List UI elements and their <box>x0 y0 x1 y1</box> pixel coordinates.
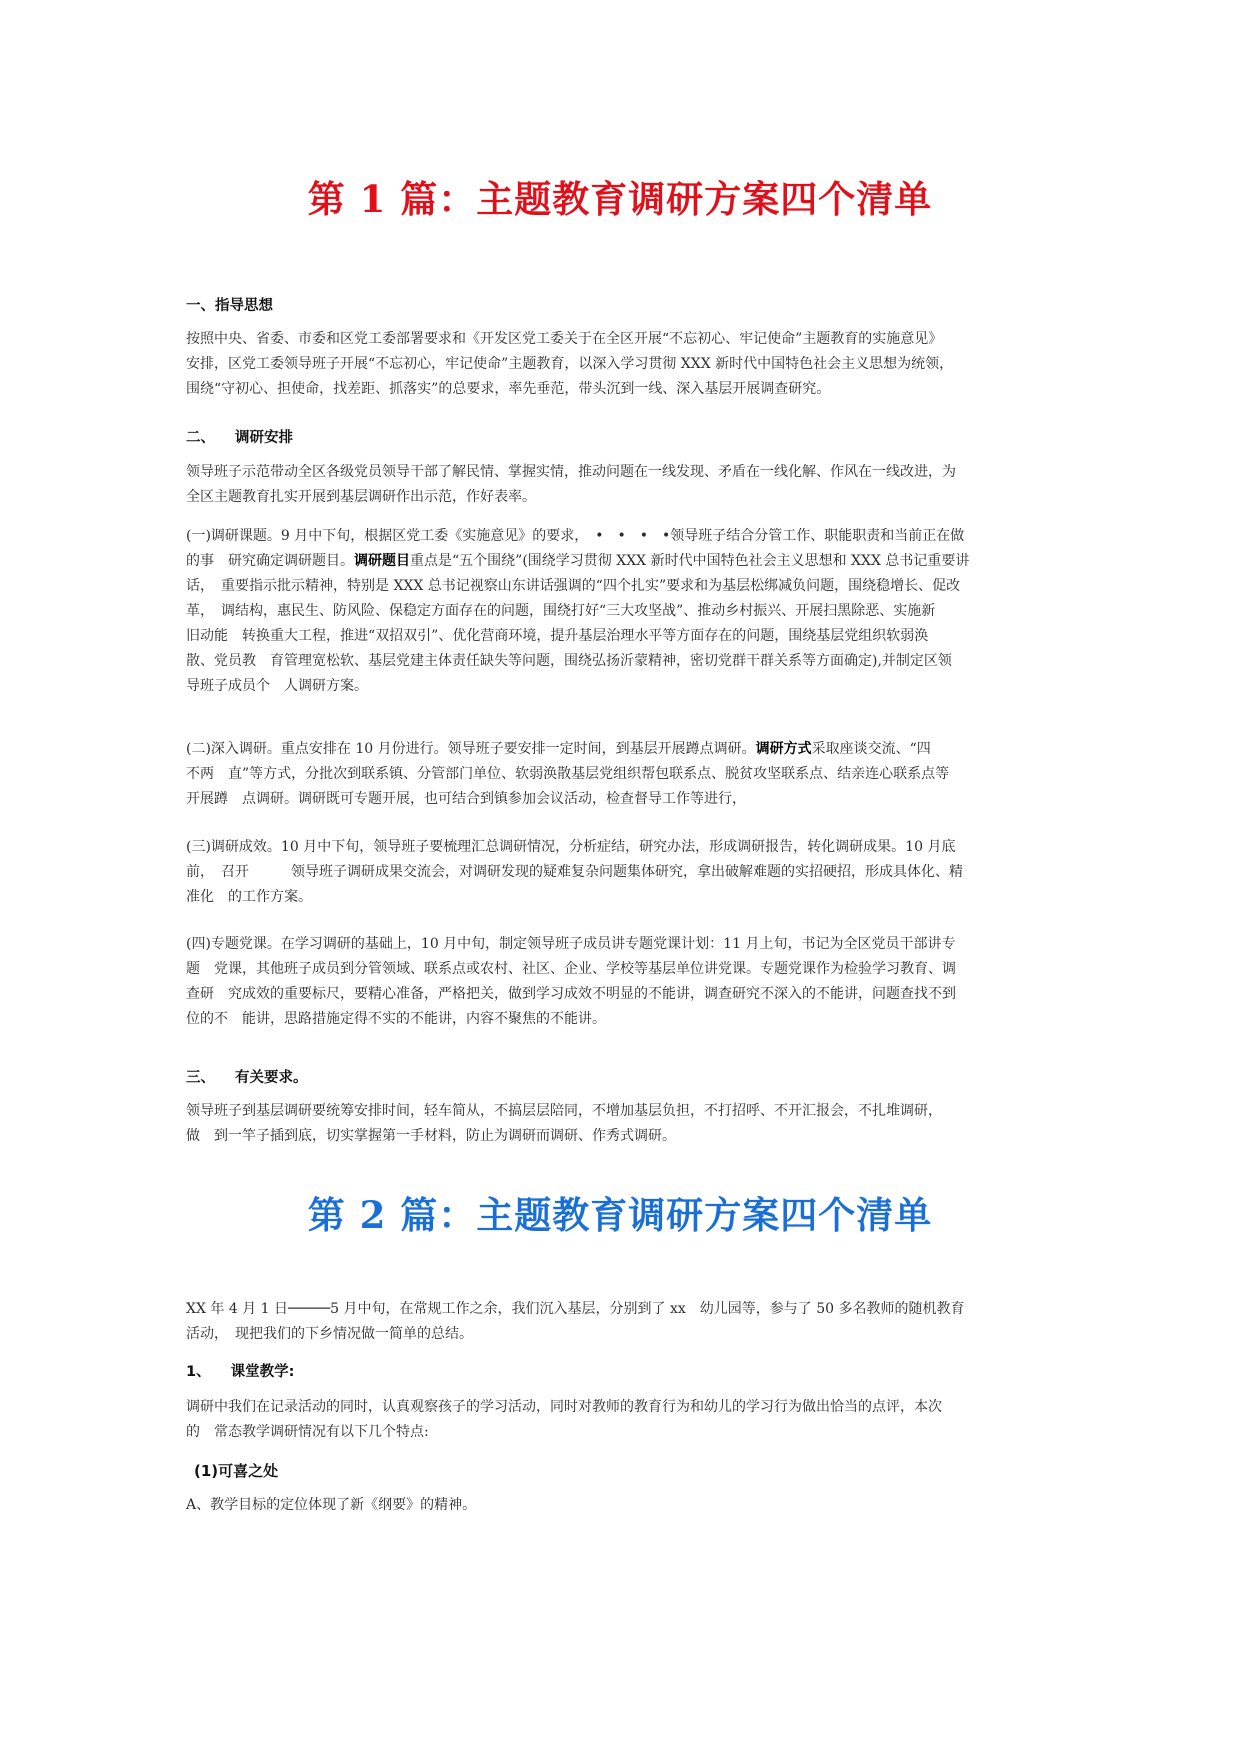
item3-paragraph <box>186 835 1058 910</box>
bold-text: 调研方式 <box>755 741 812 757</box>
article1-title: 第 1 篇：主题教育调研方案四个清单 <box>307 177 933 221</box>
paragraph-line: 导班子成员个 人调研方案。 <box>186 678 368 694</box>
article2-section1-paragraph <box>186 1395 1058 1445</box>
paragraph-line: 不两 直”等方式，分批次到联系镇、分管部门单位、软弱涣散基层党组织帮包联系点、脱贫攻坚联系点、结亲连心联系点等 <box>186 766 950 782</box>
paragraph-line: 散、党员教 育管理宽松软、基层党建主体责任缺失等问题，围绕弘扬沂蒙精神，密切党群干群关系等方面确定),并制定区领 <box>186 653 952 669</box>
article2-section1-heading <box>186 1360 294 1381</box>
paragraph-line: 革， 调结构，惠民生、防风险、保稳定方面存在的问题，围绕打好“三大攻坚战”、推动乡村振兴、开展扫黑除恶、实施新 <box>186 603 936 619</box>
paragraph-line: 准化 的工作方案。 <box>186 889 312 905</box>
paragraph-line: (一)调研课题。9 月中下旬，根据区党工委《实施意见》的要求， • • • •领导班子结合分管工作、职能职责和当前正在做 <box>186 528 965 544</box>
paragraph-line: 位的不 能讲，思路措施定得不实的不能讲，内容不聚焦的不能讲。 <box>186 1011 606 1027</box>
paragraph-line: A、教学目标的定位体现了新《纲要》的精神。 <box>186 1497 477 1513</box>
article2-title: 第 2 篇：主题教育调研方案四个清单 <box>307 1193 933 1237</box>
paragraph-line: 前， 召开 领导班子调研成果交流会，对调研发现的疑难复杂问题集体研究，拿出破解难题的实招硬招，形成具体化、精 <box>186 864 963 880</box>
article2-section1-title: 课堂教学: <box>230 1364 295 1380</box>
article2-section1-number: 1、 <box>186 1364 211 1380</box>
paragraph-line: (四)专题党课。在学习调研的基础上，10 月中旬，制定领导班子成员讲专题党课计划：11 月上旬，书记为全区党员干部讲专 <box>186 936 956 952</box>
section1-heading: 一、指导思想 <box>186 298 273 314</box>
paragraph-line: 查研 究成效的重要标尺，要精心准备，严格把关，做到学习成效不明显的不能讲，调查研究不深入的不能讲，问题查找不到 <box>186 986 956 1002</box>
paragraph-line: 开展蹲 点调研。调研既可专题开展，也可结合到镇参加会议活动，检查督导工作等进行， <box>186 791 746 807</box>
section2-number: 二、 <box>186 430 215 446</box>
paragraph-line: 的 常态教学调研情况有以下几个特点: <box>186 1424 429 1440</box>
paragraph-line: 题 党课，其他班子成员到分管领域、联系点或农村、社区、企业、学校等基层单位讲党课。专题党课作为检验学习教育、调 <box>186 961 956 977</box>
item2-paragraph <box>186 737 1058 812</box>
item1-paragraph <box>186 524 1058 699</box>
section2-title: 调研安排 <box>235 430 293 446</box>
article2-subheading: (1)可喜之处 <box>194 1462 279 1480</box>
paragraph-line <box>186 549 1058 574</box>
paragraph-line: 全区主题教育扎实开展到基层调研作出示范，作好表率。 <box>186 489 536 505</box>
paragraph-line <box>186 737 1058 762</box>
paragraph-line: 话， 重要指示批示精神，特别是 XXX 总书记视察山东讲话强调的“四个扎实”要求和为基层松绑减负问题，围绕稳增长、促改 <box>186 578 961 594</box>
text-run: 重点是“五个围绕”(围绕学习贯彻 XXX 新时代中国特色社会主义思想和 XXX 总书记重要讲 <box>410 553 970 569</box>
section2-intro <box>186 460 1058 510</box>
section3-paragraph <box>186 1099 1058 1149</box>
paragraph-line: 活动， 现把我们的下乡情况做一简单的总结。 <box>186 1326 473 1342</box>
paragraph-line: (三)调研成效。10 月中下旬，领导班子要梳理汇总调研情况，分析症结，研究办法，形成调研报告，转化调研成果。10 月底 <box>186 839 956 855</box>
section3-title: 有关要求。 <box>235 1070 308 1086</box>
text-run: 采取座谈交流、“四 <box>811 741 931 757</box>
paragraph-line: 围绕“守初心、担使命，找差距、抓落实”的总要求，率先垂范，带头沉到一线、深入基层开展调查研究。 <box>186 381 831 397</box>
article2-point-a <box>186 1493 1058 1518</box>
section3-heading <box>186 1066 308 1087</box>
paragraph-line: 做 到一竿子插到底，切实掌握第一手材料，防止为调研而调研、作秀式调研。 <box>186 1128 676 1144</box>
paragraph-line: 按照中央、省委、市委和区党工委部署要求和《开发区党工委关于在全区开展“不忘初心、牢记使命”主题教育的实施意见》 <box>186 331 943 347</box>
text-run: (二)深入调研。重点安排在 10 月份进行。领导班子要安排一定时间，到基层开展蹲点调研。 <box>186 741 756 757</box>
paragraph-line: 安排，区党工委领导班子开展“不忘初心，牢记使命”主题教育，以深入学习贯彻 XXX 新时代中国特色社会主义思想为统领， <box>186 356 954 372</box>
article2-intro <box>186 1297 1058 1347</box>
text-run: 的事 研究确定调研题目。 <box>186 553 354 569</box>
section1-paragraph <box>186 327 1058 402</box>
paragraph-line: XX 年 4 月 1 日─────5 月中旬，在常规工作之余，我们沉入基层，分别到了 xx 幼儿园等，参与了 50 多名教师的随机教育 <box>186 1301 965 1317</box>
paragraph-line: 旧动能 转换重大工程，推进“双招双引”、优化营商环境，提升基层治理水平等方面存在的问题，围绕基层党组织软弱涣 <box>186 628 929 644</box>
paragraph-line: 领导班子示范带动全区各级党员领导干部了解民情、掌握实情，推动问题在一线发现、矛盾在一线化解、作风在一线改进，为 <box>186 464 956 480</box>
section3-number: 三、 <box>186 1070 215 1086</box>
section2-heading <box>186 426 293 447</box>
bold-text: 调研题目 <box>354 553 410 569</box>
paragraph-line: 领导班子到基层调研要统筹安排时间，轻车简从，不搞层层陪同，不增加基层负担，不打招呼、不开汇报会，不扎堆调研， <box>186 1103 942 1119</box>
item4-paragraph <box>186 932 1058 1032</box>
paragraph-line: 调研中我们在记录活动的同时，认真观察孩子的学习活动，同时对教师的教育行为和幼儿的学习行为做出恰当的点评，本次 <box>186 1399 942 1415</box>
